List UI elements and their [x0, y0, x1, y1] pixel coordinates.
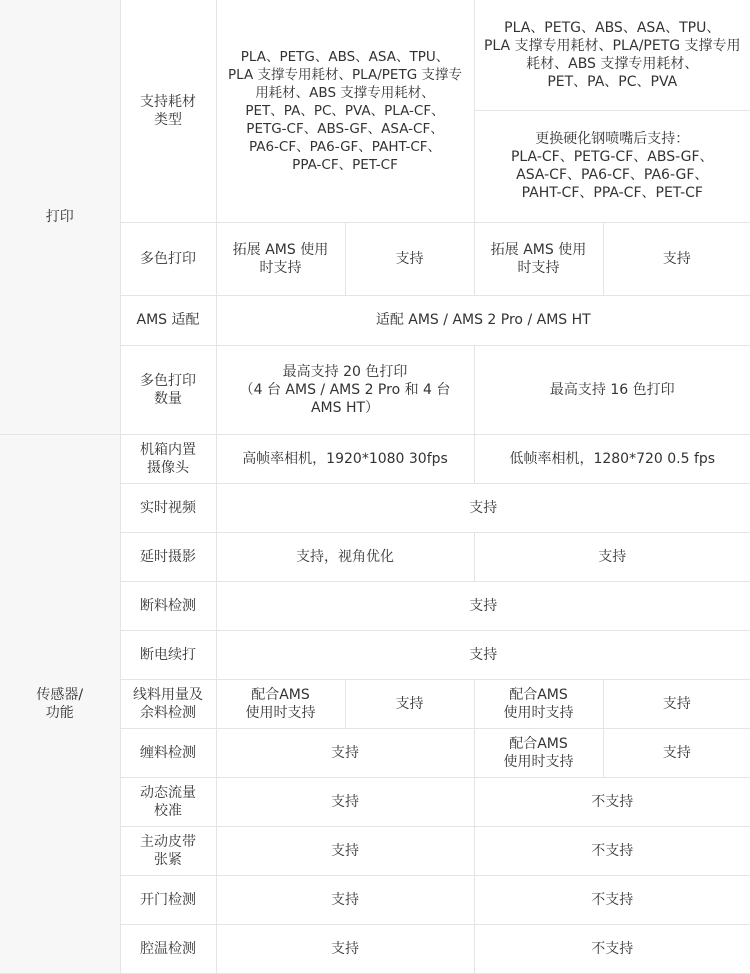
live-video-value: 支持 — [216, 483, 750, 532]
flow-cal-left: 支持 — [216, 777, 474, 826]
label-runout: 断料检测 — [120, 581, 216, 630]
camera-left: 高帧率相机，1920*1080 30fps — [216, 434, 474, 483]
filament-usage-a2: 支持 — [345, 679, 474, 728]
door-right: 不支持 — [474, 875, 750, 924]
label-belt: 主动皮带 张紧 — [120, 826, 216, 875]
label-ams: AMS 适配 — [120, 295, 216, 345]
multicolor-a1: 拓展 AMS 使用 时支持 — [216, 222, 345, 295]
runout-value: 支持 — [216, 581, 750, 630]
group-label-sensors: 传感器/ 功能 — [0, 434, 120, 973]
timelapse-left: 支持，视角优化 — [216, 532, 474, 581]
materials-right-hardened: 更换硬化钢喷嘴后支持： PLA-CF、PETG-CF、ABS-GF、 ASA-CF、PA6-CF、PA6-GF、 PAHT-CF、PPA-CF、PET-CF — [510, 130, 714, 201]
filament-usage-a1: 配合AMS 使用时支持 — [216, 679, 345, 728]
belt-right: 不支持 — [474, 826, 750, 875]
door-left: 支持 — [216, 875, 474, 924]
materials-left: PLA、PETG、ABS、ASA、TPU、 PLA 支撑专用耗材、PLA/PETG 支撑专用耗材、ABS 支撑专用耗材、 PET、PA、PC、PVA、PLA-CF、 PETG-CF、ABS-GF、ASA-CF、 PA6-CF、PA6-GF、PAHT-CF、 PPA-CF、PET-CF — [216, 0, 474, 222]
multicolor-count-right: 最高支持 16 色打印 — [474, 345, 750, 434]
label-live-video: 实时视频 — [120, 483, 216, 532]
label-chamber-temp: 腔温检测 — [120, 924, 216, 973]
flow-cal-right: 不支持 — [474, 777, 750, 826]
tangle-b2: 支持 — [603, 728, 750, 777]
row-camera — [0, 434, 750, 483]
label-camera: 机箱内置 摄像头 — [120, 434, 216, 483]
row-materials — [0, 0, 750, 222]
label-flow-cal: 动态流量 校准 — [120, 777, 216, 826]
materials-right-standard: PLA、PETG、ABS、ASA、TPU、 PLA 支撑专用耗材、PLA/PETG 支撑专用耗材、ABS 支撑专用耗材、 PET、PA、PC、PVA — [475, 1, 750, 111]
timelapse-right: 支持 — [474, 532, 750, 581]
multicolor-count-left: 最高支持 20 色打印 （4 台 AMS / AMS 2 Pro 和 4 台 AMS HT） — [216, 345, 474, 434]
label-multicolor: 多色打印 — [120, 222, 216, 295]
belt-left: 支持 — [216, 826, 474, 875]
multicolor-b2: 支持 — [603, 222, 750, 295]
multicolor-b1: 拓展 AMS 使用 时支持 — [474, 222, 603, 295]
group-label-print: 打印 — [0, 0, 120, 434]
multicolor-a2: 支持 — [345, 222, 474, 295]
label-power-loss: 断电续打 — [120, 630, 216, 679]
label-filament-usage: 线料用量及 余料检测 — [120, 679, 216, 728]
chamber-temp-right: 不支持 — [474, 924, 750, 973]
filament-usage-b2: 支持 — [603, 679, 750, 728]
camera-right: 低帧率相机，1280*720 0.5 fps — [474, 434, 750, 483]
chamber-temp-left: 支持 — [216, 924, 474, 973]
label-door: 开门检测 — [120, 875, 216, 924]
tangle-left: 支持 — [216, 728, 474, 777]
label-timelapse: 延时摄影 — [120, 532, 216, 581]
power-loss-value: 支持 — [216, 630, 750, 679]
label-multicolor-count: 多色打印 数量 — [120, 345, 216, 434]
label-tangle: 缠料检测 — [120, 728, 216, 777]
label-materials: 支持耗材 类型 — [120, 0, 216, 222]
filament-usage-b1: 配合AMS 使用时支持 — [474, 679, 603, 728]
ams-value: 适配 AMS / AMS 2 Pro / AMS HT — [216, 295, 750, 345]
tangle-b1: 配合AMS 使用时支持 — [474, 728, 603, 777]
